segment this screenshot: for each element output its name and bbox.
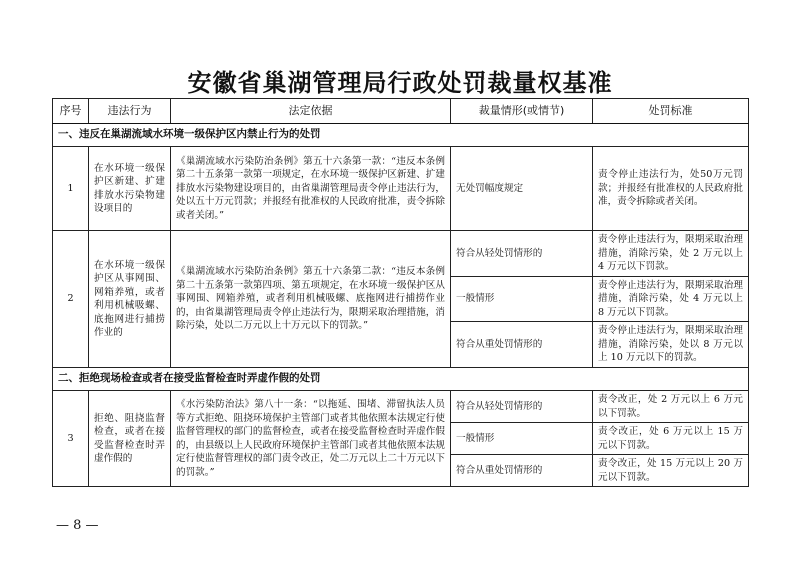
header-basis: 法定依据: [171, 99, 451, 124]
row-standard: 责令停止违法行为，处50万元罚款；并报经有批准权的人民政府批准，责令拆除或者关闭。: [593, 147, 749, 231]
row-basis: 《巢湖流域水污染防治条例》第五十六条第二款：“违反本条例第二十五条第一款第四项、第五项规定，在水环境一级保护区从事网围、网箱养殖，或者利用机械吸螺、底拖网进行捕捞作业的，由省巢湖管理局责令停止违法行为，限期采取治理措施，消除污染，处以二万元以上十万元以下的罚款。”: [171, 231, 451, 368]
section-title: 二、拒绝现场检查或者在接受监督检查时弄虚作假的处罚: [53, 368, 749, 391]
row-circumstance: 一般情形: [451, 423, 593, 455]
row-circumstance: 符合从轻处罚情形的: [451, 391, 593, 423]
row-circumstance: 符合从轻处罚情形的: [451, 231, 593, 277]
row-no: 1: [53, 147, 89, 231]
header-standard: 处罚标准: [593, 99, 749, 124]
section-row: [53, 368, 749, 391]
section-row: [53, 124, 749, 147]
table-row: [53, 147, 749, 231]
row-circumstance: 无处罚幅度规定: [451, 147, 593, 231]
table-row: [53, 391, 749, 423]
row-no: 2: [53, 231, 89, 368]
row-act: 在水环境一级保护区从事网围、网箱养殖，或者利用机械吸螺、底拖网进行捕捞作业的: [89, 231, 171, 368]
page-title: 安徽省巢湖管理局行政处罚裁量权基准: [187, 69, 613, 97]
row-no: 3: [53, 391, 89, 487]
row-act: 在水环境一级保护区新建、扩建排放水污染物建设项目的: [89, 147, 171, 231]
row-circumstance: 符合从重处罚情形的: [451, 322, 593, 368]
row-standard: 责令停止违法行为，限期采取治理措施，消除污染，处 4 万元以上 8 万元以下罚款。: [593, 276, 749, 322]
header-act: 违法行为: [89, 99, 171, 124]
penalty-table: [52, 98, 749, 487]
row-standard: 责令改正，处 15 万元以上 20 万元以下罚款。: [593, 455, 749, 487]
section-title: 一、违反在巢湖流域水环境一级保护区内禁止行为的处罚: [53, 124, 749, 147]
table-header-row: [53, 99, 749, 124]
row-standard: 责令停止违法行为，限期采取治理措施，消除污染，处 2 万元以上 4 万元以下罚款。: [593, 231, 749, 277]
page-number: — 8 —: [56, 518, 99, 533]
row-basis: 《巢湖流域水污染防治条例》第五十六条第一款：“违反本条例第二十五条第一款第一项规定，在水环境一级保护区新建、扩建排放水污染物建设项目的，由省巢湖管理局责令停止违法行为，处以五十万元罚款；并报经有批准权的人民政府批准，责令拆除或者关闭。”: [171, 147, 451, 231]
table-row: [53, 231, 749, 277]
row-standard: 责令改正，处 6 万元以上 15 万元以下罚款。: [593, 423, 749, 455]
header-circumstance: 裁量情形(或情节): [451, 99, 593, 124]
row-standard: 责令停止违法行为，限期采取治理措施，消除污染，处以 8 万元以上 10 万元以下的罚款。: [593, 322, 749, 368]
row-circumstance: 一般情形: [451, 276, 593, 322]
row-standard: 责令改正，处 2 万元以上 6 万元以下罚款。: [593, 391, 749, 423]
header-no: 序号: [53, 99, 89, 124]
row-basis: 《水污染防治法》第八十一条：“以拖延、围堵、滞留执法人员等方式拒绝、阻挠环境保护主管部门或者其他依照本法规定行使监督管理权的部门的监督检查，或者在接受监督检查时弄虚作假的，由县级以上人民政府环境保护主管部门或者其他依照本法规定行使监督管理权的部门责令改正，处二万元以上二十万元以下的罚款。”: [171, 391, 451, 487]
row-circumstance: 符合从重处罚情形的: [451, 455, 593, 487]
row-act: 拒绝、阻挠监督检查，或者在接受监督检查时弄虚作假的: [89, 391, 171, 487]
